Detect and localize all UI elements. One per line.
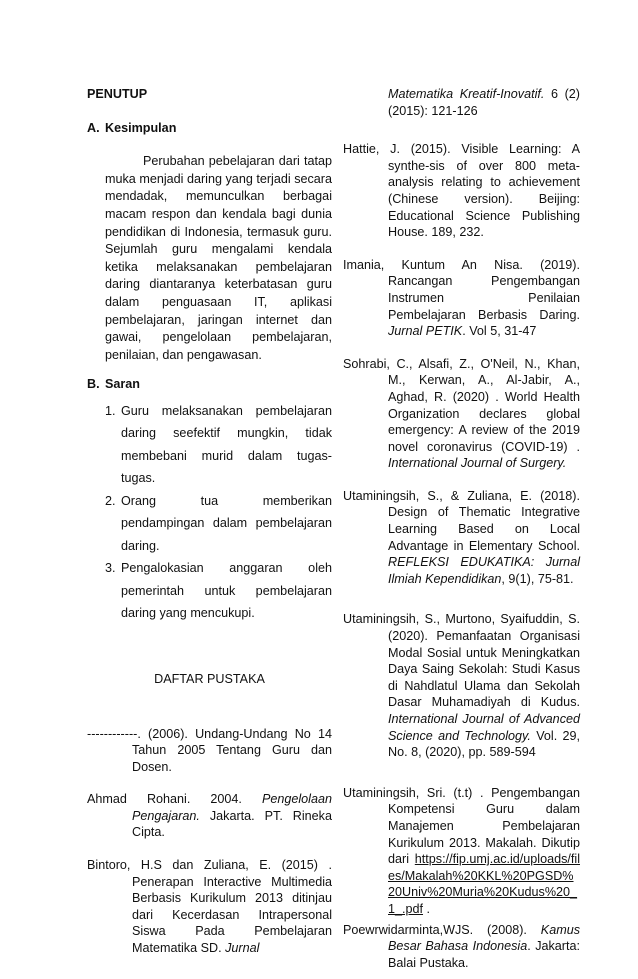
reference-item: Bintoro, H.S dan Zuliana, E. (2015) . Penerapan Interactive Multimedia Berbasis Kurikulum 2013 ditinjau dari Kecerdasan Intrapersonal Siswa Pada Pembelajaran Matematika SD. Jurnal [87,858,332,956]
list-item: 1. Guru melaksanakan pembelajaran daring seefektif mungkin, tidak membebani murid dalam tugas-tugas. [105,403,332,486]
subsection-number: A. [87,120,100,135]
reference-item: Poewrwidarminta,WJS. (2008). Kamus Besar Bahasa Indonesia. Jakarta: Balai Pustaka. [343,922,581,970]
reference-item: Ahmad Rohani. 2004. Pengelolaan Pengajaran. Jakarta. PT. Rineka Cipta. [87,792,332,840]
reference-continuation: Matematika Kreatif-Inovatif. 6 (2) (2015): 121-126 [388,87,580,118]
left-column [87,86,332,957]
right-column [343,86,580,971]
reference-item: ------------. (2006). Undang-Undang No 14 Tahun 2005 Tentang Guru dan Dosen. [87,726,332,774]
subsection-title: Saran [105,377,141,392]
reference-item: Utaminingsih, S., Murtono, Syaifuddin, S. (2020). Pemanfaatan Organisasi Modal Sosial untuk Meningkatkan Daya Saing Sekolah: Studi Kasus di Nahdlatul Ulama dan Sekolah Dasar Muhamadiyah di Kudus. International Journal of Advanced Science and Technology. Vol. 29, No. 8, (2020), pp. 589-594 [343,612,580,760]
reference-item: Sohrabi, C., Alsafi, Z., O'Neil, N., Khan, M., Kerwan, A., Al-Jabir, A., Aghad, R. (2020) . World Health Organization declares global emergency: A review of the 2019 novel coronavirus (COVID-19) . International Journal of Surgery. [343,356,580,471]
subsection-kesimpulan [87,120,332,138]
saran-list [87,400,332,625]
section-title-daftar-pustaka: DAFTAR PUSTAKA [154,671,265,686]
subsection-title: Kesimpulan [105,120,177,135]
list-item: 2. Orang tua memberikan pendampingan dalam pembelajaran daring. [105,493,332,553]
reference-item: Utaminingsih, S., & Zuliana, E. (2018). Design of Thematic Integrative Learning Based on Local Advantage in Elementary School. REFLEKSI EDUKATIKA: Jurnal Ilmiah Kependidikan, 9(1), 75-81. [343,488,580,586]
reference-item: Hattie, J. (2015). Visible Learning: A synthe-sis of over 800 meta-analysis relating to achievement (Chinese version). Beijing: Educational Science Publishing House. 189, 232. [343,142,580,240]
reference-link[interactable]: https://fip.umj.ac.id/uploads/files/Makalah%20KKL%20PGSD%20Univ%20Muria%20Kudus%20_1_.pdf [388,852,580,916]
kesimpulan-paragraph: Perubahan pebelajaran dari tatap muka menjadi daring yang terjadi secara mendadak, memunculkan berbagai macam respon dan kendala bagi dunia pendidikan di Indonesia, termasuk guru. Sejumlah guru mengalami kendala ketika melaksanakan pembelajaran daring diantaranya keterbatasan guru dalam penguasaan IT, aplikasi pembelajaran, jaringan internet dan gawai, pengelolaan pembelajaran, penilaian, dan pengawasan. [105,154,332,362]
list-item: 3. Pengalokasian anggaran oleh pemerintah untuk pembelajaran daring yang mencukupi. [105,561,332,621]
section-title-penutup: PENUTUP [87,87,148,101]
reference-item: Utaminingsih, Sri. (t.t) . Pengembangan Kompetensi Guru dalam Manajemen Pembelajaran Kurikulum 2013. Makalah. Dikutip dari https://fip.umj.ac.id/uploads/files/Makalah%20KKL%20PGSD%20Univ%20Muria%20Kudus%20_1_.pdf . [343,785,580,916]
subsection-saran [87,376,332,394]
subsection-number: B. [87,377,100,392]
reference-item: Imania, Kuntum An Nisa. (2019). Rancangan Pengembangan Instrumen Penilaian Pembelajaran Berbasis Daring. Jurnal PETIK. Vol 5, 31-47 [343,257,580,339]
